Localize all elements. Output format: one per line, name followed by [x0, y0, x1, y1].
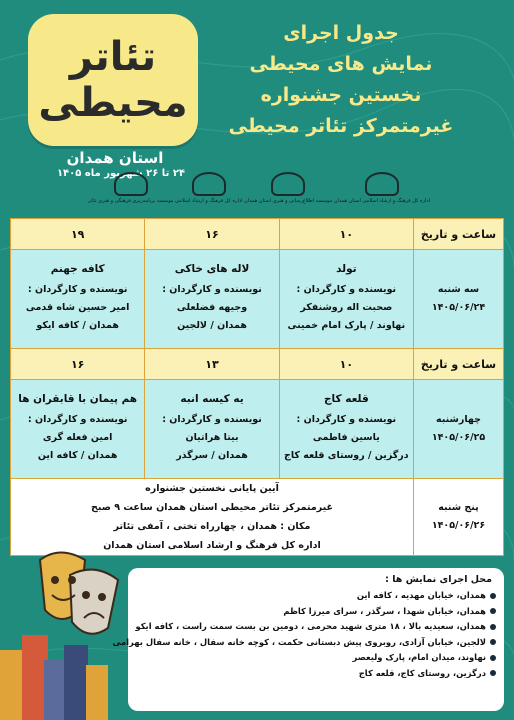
venue-text: همدان، خیابان مهدیه ، کافه این [356, 590, 486, 600]
bullet-icon [490, 655, 496, 661]
venue-text: لالجین، خیابان آزادی، روبروی پیش دبستانی حکمت ، کوچه خانه سفال ، خانه سفال بهرامی [112, 636, 486, 647]
schedule-table [10, 218, 504, 556]
show-title: تولد [336, 263, 357, 275]
closing-line: مکان : همدان ، چهارراه تختی ، آمفی تئاتر [113, 521, 311, 532]
logo-word-theater: تئاتر [69, 34, 157, 80]
show-person: وجیهه فضلعلی [176, 302, 248, 313]
show-title: قلعه کاج [323, 393, 369, 405]
table-row [11, 349, 504, 380]
festival-logo [28, 14, 198, 146]
bullet-icon [490, 608, 496, 614]
show-role: نویسنده و کارگردان : [162, 414, 262, 425]
org-logo-caption: موسسه برنامه‌ریزی فرهنگی و هنری تئاتر [88, 198, 174, 204]
list-item [134, 650, 496, 666]
list-item [134, 666, 496, 682]
time-cell: ۱۶ [11, 349, 145, 380]
day-date: ۱۴۰۵/۰۶/۲۵ [431, 432, 486, 443]
show-role: نویسنده و کارگردان : [296, 284, 397, 295]
organization-logos [88, 168, 430, 208]
venue-text: همدان، سعیدیه بالا ، ۱۸ متری شهید محرمی ، دومین بن بست سمت راست ، کافه ایکو [135, 621, 486, 631]
venues-box [112, 568, 504, 711]
bullet-icon [490, 624, 496, 630]
org-logo [244, 172, 332, 204]
org-logo-icon [365, 172, 399, 196]
list-item [134, 588, 496, 604]
table-row [11, 250, 504, 349]
bullet-icon [490, 670, 496, 676]
header-cell: ساعت و تاریخ [414, 349, 504, 380]
show-cell [145, 250, 279, 349]
day-cell [414, 250, 504, 349]
day-cell [414, 479, 504, 556]
province-label: استان همدان [66, 149, 164, 167]
org-logo [175, 172, 243, 204]
org-logo [88, 172, 173, 204]
show-role: نویسنده و کارگردان : [27, 414, 128, 425]
day-name: پنج شنبه [438, 502, 479, 513]
show-cell [279, 250, 413, 349]
closing-line: آیین پایانی نخستین جشنواره [145, 483, 279, 494]
org-logo-caption: موسسه اطلاع‌رسانی و هنری استان همدان [244, 198, 333, 204]
org-logo-icon [271, 172, 305, 196]
show-cell [11, 250, 145, 349]
show-place: همدان / کافه این [37, 450, 118, 461]
theater-masks-illustration [0, 540, 135, 720]
time-cell: ۱۰ [279, 349, 413, 380]
title-line: غیرمتمرکز تئاتر محیطی [228, 115, 454, 137]
show-title: کافه جهنم [50, 263, 105, 275]
closing-line: اداره کل فرهنگ و ارشاد اسلامی استان همدان [103, 540, 321, 551]
show-place: همدان / سرگذر [176, 450, 248, 461]
show-title: لاله های خاکی [174, 263, 250, 275]
time-cell: ۱۰ [279, 219, 413, 250]
table-row [11, 219, 504, 250]
table-row [11, 380, 504, 479]
venue-text: درگزین، روستای کاج، قلعه کاج [358, 667, 486, 678]
day-name: سه شنبه [437, 284, 480, 295]
show-place: همدان / لالجین [177, 320, 247, 331]
show-role: نویسنده و کارگردان : [296, 414, 397, 425]
venue-text: همدان، خیابان شهدا ، سرگذر ، سرای میرزا کاظم [283, 605, 486, 616]
show-role: نویسنده و کارگردان : [27, 284, 128, 295]
closing-line: غیرمتمرکز تئاتر محیطی استان همدان ساعت ۹ صبح [90, 502, 333, 513]
time-cell: ۱۶ [145, 219, 279, 250]
show-cell [145, 380, 279, 479]
day-date: ۱۴۰۵/۰۶/۲۴ [431, 302, 486, 313]
header-cell: ساعت و تاریخ [414, 219, 504, 250]
bullet-icon [490, 639, 496, 645]
title-line: نمایش های محیطی [249, 53, 433, 75]
bullet-icon [490, 593, 496, 599]
time-cell: ۱۹ [11, 219, 145, 250]
logo-word-environmental: محیطی [38, 80, 188, 126]
show-person: یاسین فاطمی [312, 432, 380, 443]
show-title: هم پیمان با قابقران ها [18, 393, 138, 405]
show-cell [11, 380, 145, 479]
show-person: امین فعله گری [42, 432, 113, 443]
show-person: صحبت اله روشنفکر [300, 302, 393, 313]
show-place: نهاوند / پارک امام خمینی [287, 320, 406, 331]
list-item [134, 619, 496, 635]
venue-text: نهاوند، میدان امام، پارک ولیعصر [352, 652, 486, 662]
show-title: یه کیسه انبه [180, 393, 244, 405]
show-cell [279, 380, 413, 479]
page-title [206, 18, 476, 142]
day-date: ۱۴۰۵/۰۶/۲۶ [431, 520, 486, 531]
org-logo-icon [192, 172, 226, 196]
org-logo-caption: اداره کل فرهنگ و ارشاد اسلامی استان همدان [333, 198, 430, 204]
venues-title: محل اجرای نمایش ها : [385, 574, 492, 585]
list-item [134, 604, 496, 620]
day-name: چهارشنبه [435, 414, 481, 425]
time-cell: ۱۳ [145, 349, 279, 380]
list-item [112, 635, 496, 651]
show-person: بیتا هراتیان [185, 432, 239, 443]
org-logo-icon [114, 172, 148, 196]
title-line: جدول اجرای [283, 22, 399, 44]
festival-dates: ۲۴ تا ۲۶ شهریور ماه ۱۴۰۵ [56, 168, 186, 179]
show-role: نویسنده و کارگردان : [162, 284, 262, 295]
show-place: همدان / کافه ایکو [36, 320, 119, 331]
org-logo [334, 172, 430, 204]
show-place: درگزین / روستای قلعه کاج [284, 450, 409, 461]
day-cell [414, 380, 504, 479]
show-person: امیر حسین شاه قدمی [25, 302, 130, 313]
title-line: نخستین جشنواره [260, 84, 422, 106]
org-logo-caption: اداره کل فرهنگ و ارشاد اسلامی [175, 198, 243, 204]
